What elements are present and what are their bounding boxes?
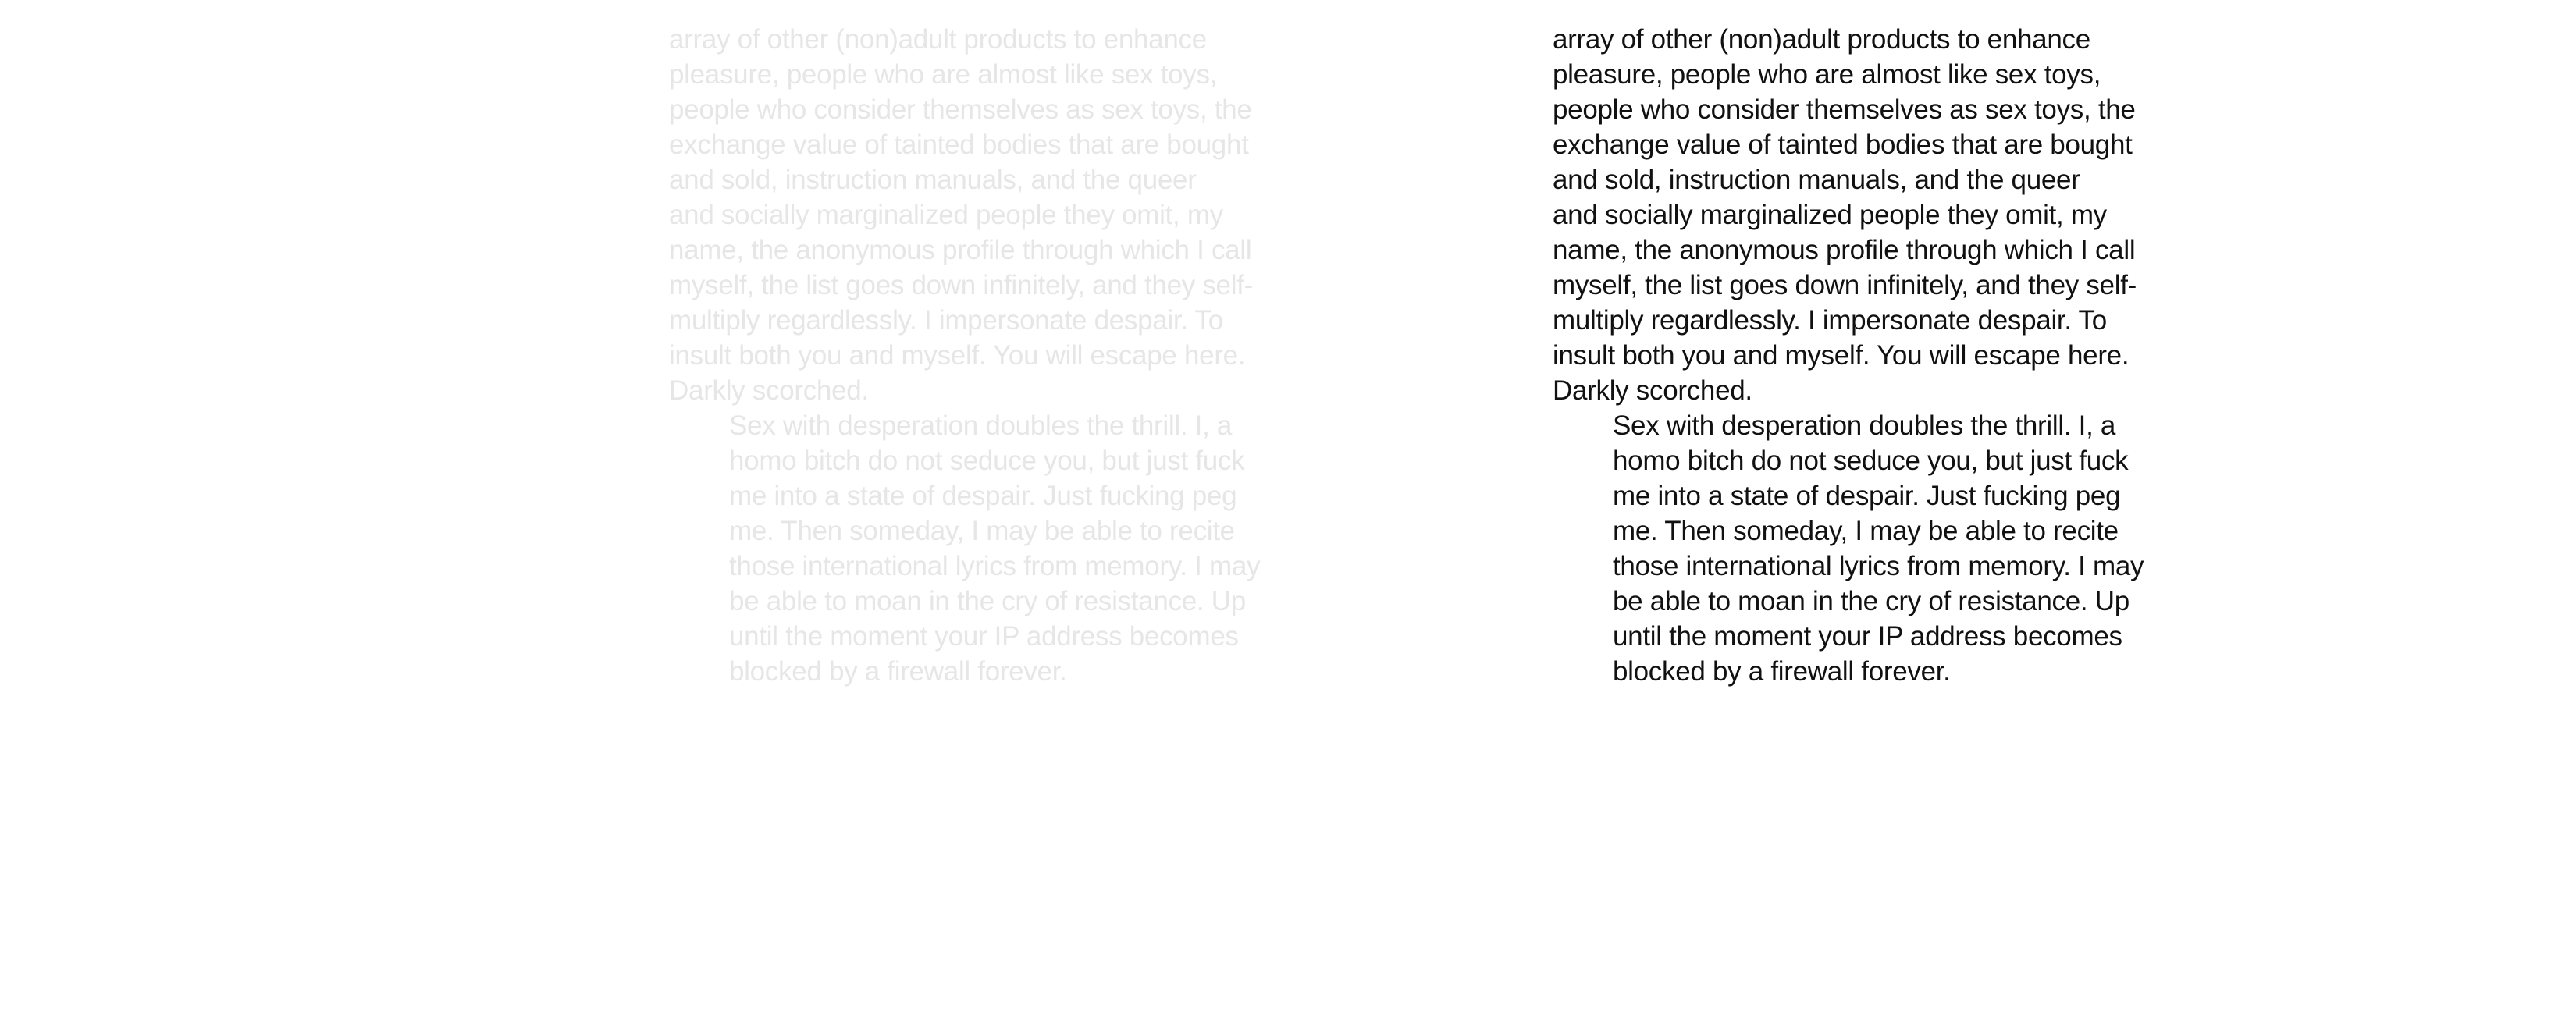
text-line: exchange value of tainted bodies that are bought — [1553, 130, 2133, 160]
faded-paragraph-2 — [669, 408, 1293, 689]
text-line: and socially marginalized people they omit, my — [669, 200, 1223, 230]
main-text-column — [1553, 22, 2177, 689]
main-paragraph-2 — [1553, 408, 2177, 689]
text-line: pleasure, people who are almost like sex toys, — [1553, 59, 2101, 90]
text-line: multiply regardlessly. I impersonate despair. To — [1553, 305, 2107, 336]
text-line: be able to moan in the cry of resistance. Up — [1613, 586, 2129, 616]
text-line: blocked by a firewall forever. — [1613, 656, 1951, 687]
text-line: homo bitch do not seduce you, but just fuck — [1613, 446, 2129, 476]
text-line: me. Then someday, I may be able to recite — [1613, 516, 2119, 546]
text-line: those international lyrics from memory. I may — [1613, 551, 2144, 581]
text-line: Sex with desperation doubles the thrill. I, a — [1613, 410, 2116, 441]
text-line: people who consider themselves as sex toys, the — [1553, 94, 2136, 125]
text-line: Darkly scorched. — [1553, 375, 1752, 406]
text-line: myself, the list goes down infinitely, and they self- — [669, 270, 1253, 300]
text-line: me into a state of despair. Just fucking peg — [1613, 481, 2121, 511]
text-line: and sold, instruction manuals, and the queer — [669, 165, 1197, 195]
text-line: blocked by a firewall forever. — [729, 656, 1067, 687]
text-line: people who consider themselves as sex toys, the — [669, 94, 1252, 125]
text-line: homo bitch do not seduce you, but just fuck — [729, 446, 1245, 476]
text-line: pleasure, people who are almost like sex toys, — [669, 59, 1218, 90]
text-line: array of other (non)adult products to enhance — [1553, 24, 2090, 55]
text-line: be able to moan in the cry of resistance. Up — [729, 586, 1246, 616]
text-line: name, the anonymous profile through which I call — [669, 235, 1252, 265]
faded-text-column — [669, 22, 1293, 689]
text-line: insult both you and myself. You will escape here. — [1553, 340, 2129, 371]
text-line: Sex with desperation doubles the thrill. I, a — [729, 410, 1233, 441]
text-line: those international lyrics from memory. I may — [729, 551, 1261, 581]
text-line: name, the anonymous profile through which I call — [1553, 235, 2136, 265]
text-line: insult both you and myself. You will escape here. — [669, 340, 1246, 371]
faded-paragraph-1 — [669, 22, 1293, 408]
text-line: me. Then someday, I may be able to recite — [729, 516, 1235, 546]
text-line: until the moment your IP address becomes — [729, 621, 1239, 652]
main-paragraph-1 — [1553, 22, 2177, 408]
text-line: and sold, instruction manuals, and the queer — [1553, 165, 2080, 195]
text-line: and socially marginalized people they omit, my — [1553, 200, 2107, 230]
text-line: Darkly scorched. — [669, 375, 869, 406]
text-line: until the moment your IP address becomes — [1613, 621, 2122, 652]
text-line: multiply regardlessly. I impersonate despair. To — [669, 305, 1223, 336]
text-line: exchange value of tainted bodies that are bought — [669, 130, 1249, 160]
text-line: myself, the list goes down infinitely, and they self- — [1553, 270, 2137, 300]
text-line: array of other (non)adult products to enhance — [669, 24, 1207, 55]
text-line: me into a state of despair. Just fucking peg — [729, 481, 1237, 511]
